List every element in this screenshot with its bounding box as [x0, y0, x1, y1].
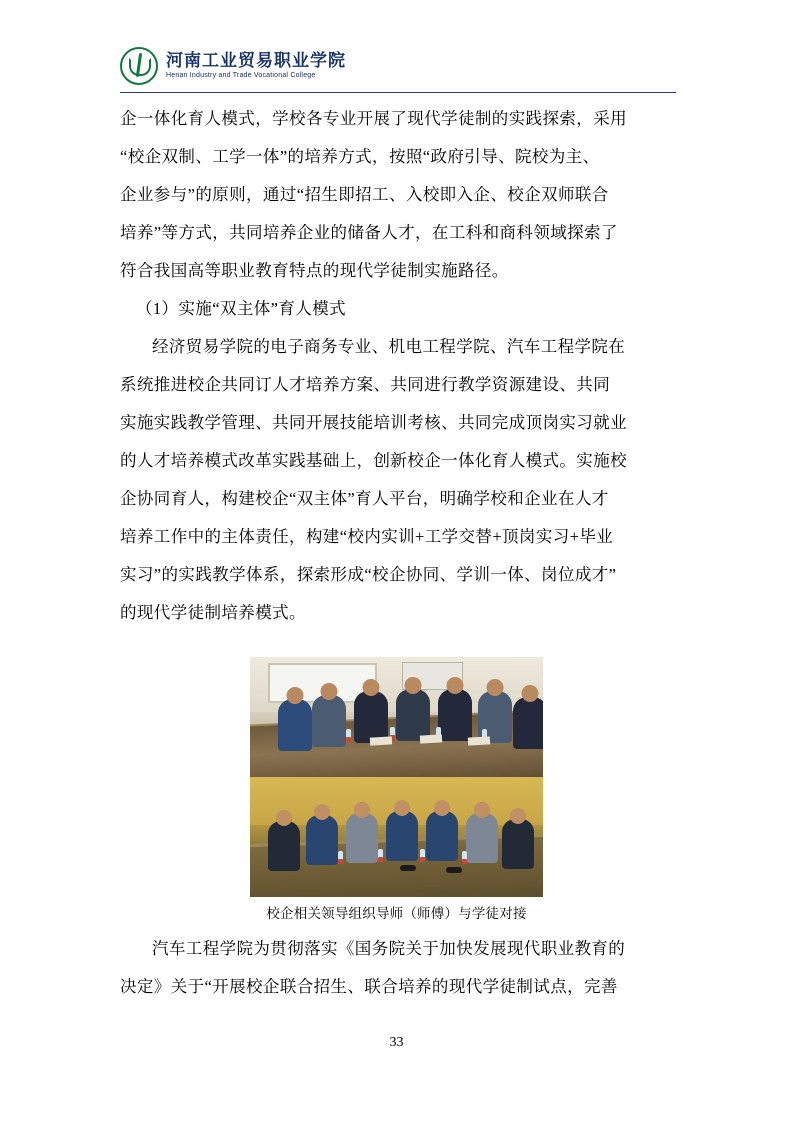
logo-english-name: Henan Industry and Trade Vocational College	[166, 72, 316, 80]
paragraph-line: 企业参与”的原则，通过“招生即招工、入校即入企、校企双师联合	[120, 185, 609, 204]
paragraph-line: 的人才培养模式改革实践基础上，创新校企一体化育人模式。实施校	[120, 451, 627, 470]
paragraph-line: 的现代学徒制培养模式。	[120, 603, 306, 622]
paragraph-line: 实习”的实践教学体系，探索形成“校企协同、学训一体、岗位成才”	[120, 565, 617, 584]
paragraph-line: 企一体化育人模式，学校各专业开展了现代学徒制的实践探索，采用	[120, 109, 627, 128]
paragraph-line: 经济贸易学院的电子商务专业、机电工程学院、汽车工程学院在	[152, 337, 626, 356]
document-body	[120, 100, 676, 632]
paragraph-line: 实施实践教学管理、共同开展技能培训考核、共同完成顶岗实习就业	[120, 413, 627, 432]
document-body-continued	[120, 930, 676, 1006]
photo-meeting-room	[250, 657, 543, 777]
page-number: 33	[389, 1035, 404, 1050]
paragraph-line: “校企双制、工学一体”的培养方式，按照“政府引导、院校为主、	[120, 147, 600, 166]
photo-students-uniform	[250, 777, 543, 897]
paragraph-line: 培养”等方式，共同培养企业的储备人才，在工科和商科领域探索了	[120, 223, 618, 242]
paragraph-line: 决定》关于“开展校企联合招生、联合培养的现代学徒制试点，完善	[120, 977, 618, 996]
figure-block	[250, 657, 543, 925]
college-logo	[120, 47, 346, 85]
logo-text-block	[166, 52, 346, 79]
logo-chinese-name: 河南工业贸易职业学院	[166, 51, 346, 71]
university-crest-icon	[120, 47, 158, 85]
paragraph-line: 培养工作中的主体责任，构建“校内实训+工学交替+顶岗实习+毕业	[120, 527, 614, 546]
paragraph-line: 企协同育人，构建校企“双主体”育人平台，明确学校和企业在人才	[120, 489, 609, 508]
page-header	[120, 40, 676, 93]
section-heading: （1）实施“双主体”育人模式	[136, 299, 346, 318]
paragraph-line: 系统推进校企共同订人才培养方案、共同进行教学资源建设、共同	[120, 375, 611, 394]
figure-caption: 校企相关领导组织导师（师傅）与学徒对接	[266, 906, 527, 921]
paragraph-line: 汽车工程学院为贯彻落实《国务院关于加快发展现代职业教育的	[152, 939, 626, 958]
paragraph-line: 符合我国高等职业教育特点的现代学徒制实施路径。	[120, 261, 509, 280]
